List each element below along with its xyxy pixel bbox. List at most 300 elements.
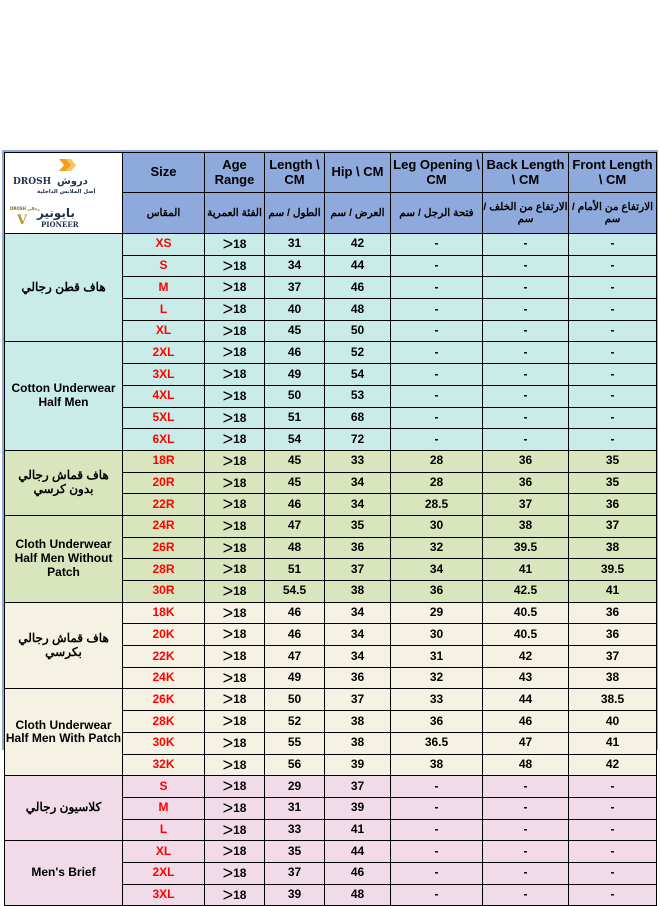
size-cell: 2XL bbox=[123, 862, 205, 884]
hip-cell: 50 bbox=[325, 320, 391, 342]
greater-than-icon: > bbox=[222, 385, 234, 406]
age-cell bbox=[205, 841, 265, 863]
col-header-front-ar: الارتفاع من الأمام / سم bbox=[569, 193, 657, 234]
length-cell: 48 bbox=[265, 537, 325, 559]
hip-cell: 37 bbox=[325, 559, 391, 581]
group-label-english: Men's Brief bbox=[5, 841, 123, 906]
hip-cell: 68 bbox=[325, 407, 391, 429]
pioneer-latin-name: PIONEER bbox=[40, 220, 79, 229]
group-label-arabic: كلاسيون رجالي bbox=[5, 776, 123, 841]
front-length-cell: - bbox=[569, 819, 657, 841]
age-cell bbox=[205, 342, 265, 364]
drosh-latin-name: DROSH bbox=[12, 177, 51, 187]
hip-cell: 39 bbox=[325, 754, 391, 776]
col-header-hip-ar: العرض / سم bbox=[325, 193, 391, 234]
back-length-cell: 42.5 bbox=[483, 581, 569, 603]
back-length-cell: - bbox=[483, 776, 569, 798]
age-value: 18 bbox=[233, 475, 247, 490]
hip-cell: 44 bbox=[325, 255, 391, 277]
back-length-cell: 41 bbox=[483, 559, 569, 581]
age-cell bbox=[205, 537, 265, 559]
hip-cell: 37 bbox=[325, 776, 391, 798]
col-header-back-ar: الارتفاع من الخلف / سم bbox=[483, 193, 569, 234]
front-length-cell: 41 bbox=[569, 732, 657, 754]
greater-than-icon: > bbox=[222, 711, 234, 732]
back-length-cell: 47 bbox=[483, 732, 569, 754]
length-cell: 52 bbox=[265, 711, 325, 733]
greater-than-icon: > bbox=[222, 277, 234, 298]
front-length-cell: - bbox=[569, 407, 657, 429]
front-length-cell: - bbox=[569, 884, 657, 906]
size-cell: 3XL bbox=[123, 364, 205, 386]
age-cell bbox=[205, 862, 265, 884]
size-cell: M bbox=[123, 797, 205, 819]
age-value: 18 bbox=[233, 345, 247, 360]
age-cell bbox=[205, 559, 265, 581]
leg-opening-cell: - bbox=[391, 277, 483, 299]
hip-cell: 42 bbox=[325, 234, 391, 256]
size-cell: S bbox=[123, 776, 205, 798]
length-cell: 29 bbox=[265, 776, 325, 798]
length-cell: 45 bbox=[265, 450, 325, 472]
front-length-cell: - bbox=[569, 776, 657, 798]
front-length-cell: - bbox=[569, 364, 657, 386]
drosh-arabic-name: دروش bbox=[56, 176, 88, 187]
greater-than-icon: > bbox=[222, 841, 234, 862]
age-cell bbox=[205, 689, 265, 711]
front-length-cell: - bbox=[569, 299, 657, 321]
leg-opening-cell: 30 bbox=[391, 515, 483, 537]
table-row bbox=[5, 450, 657, 472]
leg-opening-cell: - bbox=[391, 320, 483, 342]
hip-cell: 35 bbox=[325, 515, 391, 537]
age-value: 18 bbox=[233, 367, 247, 382]
hip-cell: 36 bbox=[325, 667, 391, 689]
size-chart-sheet bbox=[2, 150, 658, 905]
size-cell: 24R bbox=[123, 515, 205, 537]
greater-than-icon: > bbox=[222, 429, 234, 450]
age-value: 18 bbox=[233, 497, 247, 512]
length-cell: 45 bbox=[265, 320, 325, 342]
hip-cell: 48 bbox=[325, 299, 391, 321]
length-cell: 51 bbox=[265, 559, 325, 581]
group-label-arabic: هاف قطن رجالي bbox=[5, 234, 123, 342]
age-cell bbox=[205, 667, 265, 689]
hip-cell: 44 bbox=[325, 841, 391, 863]
leg-opening-cell: 36 bbox=[391, 581, 483, 603]
greater-than-icon: > bbox=[222, 862, 234, 883]
age-cell bbox=[205, 255, 265, 277]
hip-cell: 52 bbox=[325, 342, 391, 364]
greater-than-icon: > bbox=[222, 515, 234, 536]
size-cell: 5XL bbox=[123, 407, 205, 429]
size-cell: 24K bbox=[123, 667, 205, 689]
size-cell: XL bbox=[123, 841, 205, 863]
size-cell: M bbox=[123, 277, 205, 299]
age-cell bbox=[205, 429, 265, 451]
length-cell: 37 bbox=[265, 277, 325, 299]
age-value: 18 bbox=[233, 735, 247, 750]
age-value: 18 bbox=[233, 584, 247, 598]
size-chart-table bbox=[4, 152, 657, 906]
back-length-cell: - bbox=[483, 320, 569, 342]
age-value: 18 bbox=[233, 649, 247, 664]
age-cell bbox=[205, 494, 265, 516]
length-cell: 49 bbox=[265, 364, 325, 386]
greater-than-icon: > bbox=[222, 255, 234, 276]
age-cell bbox=[205, 299, 265, 321]
col-header-leg-ar: فتحة الرجل / سم bbox=[391, 193, 483, 234]
drosh-tagline: أصل الملابس الداخلية bbox=[36, 189, 95, 195]
length-cell: 56 bbox=[265, 754, 325, 776]
hip-cell: 34 bbox=[325, 494, 391, 516]
front-length-cell: 36 bbox=[569, 624, 657, 646]
leg-opening-cell: 33 bbox=[391, 689, 483, 711]
front-length-cell: 38 bbox=[569, 537, 657, 559]
drosh-logo bbox=[13, 159, 96, 195]
greater-than-icon: > bbox=[222, 407, 234, 428]
back-length-cell: 42 bbox=[483, 646, 569, 668]
pioneer-small-text: DROSH رجالي bbox=[9, 206, 40, 211]
age-value: 18 bbox=[233, 280, 247, 295]
length-cell: 33 bbox=[265, 819, 325, 841]
leg-opening-cell: 28.5 bbox=[391, 494, 483, 516]
size-cell: 4XL bbox=[123, 385, 205, 407]
leg-opening-cell: 30 bbox=[391, 624, 483, 646]
back-length-cell: - bbox=[483, 407, 569, 429]
back-length-cell: 36 bbox=[483, 472, 569, 494]
front-length-cell: 37 bbox=[569, 515, 657, 537]
col-header-length: Length \ CM bbox=[265, 153, 325, 193]
greater-than-icon: > bbox=[222, 494, 234, 515]
col-header-front-length: Front Length \ CM bbox=[569, 153, 657, 193]
age-cell bbox=[205, 277, 265, 299]
length-cell: 47 bbox=[265, 646, 325, 668]
length-cell: 40 bbox=[265, 299, 325, 321]
back-length-cell: - bbox=[483, 862, 569, 884]
leg-opening-cell: 36 bbox=[391, 711, 483, 733]
age-value: 18 bbox=[233, 432, 247, 447]
greater-than-icon: > bbox=[222, 754, 234, 775]
hip-cell: 38 bbox=[325, 711, 391, 733]
leg-opening-cell: 28 bbox=[391, 472, 483, 494]
length-cell: 54.5 bbox=[265, 581, 325, 603]
hip-cell: 34 bbox=[325, 602, 391, 624]
age-value: 18 bbox=[233, 388, 247, 403]
front-length-cell: 38.5 bbox=[569, 689, 657, 711]
age-cell bbox=[205, 472, 265, 494]
brand-logos bbox=[7, 154, 121, 232]
greater-than-icon: > bbox=[222, 667, 234, 688]
back-length-cell: - bbox=[483, 299, 569, 321]
length-cell: 46 bbox=[265, 494, 325, 516]
age-value: 18 bbox=[233, 692, 247, 707]
hip-cell: 36 bbox=[325, 537, 391, 559]
age-value: 18 bbox=[233, 757, 247, 772]
greater-than-icon: > bbox=[222, 450, 234, 471]
front-length-cell: - bbox=[569, 862, 657, 884]
greater-than-icon: > bbox=[222, 581, 234, 601]
size-cell: 20K bbox=[123, 624, 205, 646]
age-cell bbox=[205, 515, 265, 537]
back-length-cell: - bbox=[483, 797, 569, 819]
front-length-cell: - bbox=[569, 841, 657, 863]
col-header-hip: Hip \ CM bbox=[325, 153, 391, 193]
front-length-cell: 41 bbox=[569, 581, 657, 603]
age-value: 18 bbox=[233, 237, 247, 251]
front-length-cell: - bbox=[569, 797, 657, 819]
age-value: 18 bbox=[233, 887, 247, 902]
hip-cell: 48 bbox=[325, 884, 391, 906]
hip-cell: 39 bbox=[325, 797, 391, 819]
front-length-cell: 39.5 bbox=[569, 559, 657, 581]
age-value: 18 bbox=[233, 258, 247, 273]
age-cell bbox=[205, 884, 265, 906]
front-length-cell: - bbox=[569, 277, 657, 299]
front-length-cell: 40 bbox=[569, 711, 657, 733]
hip-cell: 38 bbox=[325, 732, 391, 754]
greater-than-icon: > bbox=[222, 602, 234, 623]
age-value: 18 bbox=[233, 779, 247, 794]
greater-than-icon: > bbox=[222, 537, 234, 558]
back-length-cell: 40.5 bbox=[483, 602, 569, 624]
greater-than-icon: > bbox=[222, 819, 234, 840]
leg-opening-cell: - bbox=[391, 234, 483, 256]
length-cell: 45 bbox=[265, 472, 325, 494]
greater-than-icon: > bbox=[222, 646, 234, 667]
leg-opening-cell: - bbox=[391, 819, 483, 841]
col-header-age-range: Age Range bbox=[205, 153, 265, 193]
age-cell bbox=[205, 754, 265, 776]
leg-opening-cell: - bbox=[391, 342, 483, 364]
age-cell bbox=[205, 797, 265, 819]
hip-cell: 72 bbox=[325, 429, 391, 451]
front-length-cell: - bbox=[569, 429, 657, 451]
age-cell bbox=[205, 385, 265, 407]
age-cell bbox=[205, 234, 265, 256]
front-length-cell: 36 bbox=[569, 494, 657, 516]
back-length-cell: 43 bbox=[483, 667, 569, 689]
greater-than-icon: > bbox=[222, 320, 234, 341]
age-cell bbox=[205, 450, 265, 472]
front-length-cell: 35 bbox=[569, 472, 657, 494]
length-cell: 54 bbox=[265, 429, 325, 451]
leg-opening-cell: - bbox=[391, 884, 483, 906]
length-cell: 49 bbox=[265, 667, 325, 689]
back-length-cell: - bbox=[483, 364, 569, 386]
leg-opening-cell: - bbox=[391, 407, 483, 429]
age-value: 18 bbox=[233, 605, 247, 620]
col-header-size: Size bbox=[123, 153, 205, 193]
length-cell: 47 bbox=[265, 515, 325, 537]
length-cell: 46 bbox=[265, 602, 325, 624]
group-label-arabic: هاف قماش رجالي بكرسي bbox=[5, 602, 123, 689]
leg-opening-cell: 31 bbox=[391, 646, 483, 668]
size-cell: 18K bbox=[123, 602, 205, 624]
back-length-cell: 39.5 bbox=[483, 537, 569, 559]
age-value: 18 bbox=[233, 800, 247, 815]
size-cell: 20R bbox=[123, 472, 205, 494]
leg-opening-cell: 34 bbox=[391, 559, 483, 581]
greater-than-icon: > bbox=[222, 299, 234, 320]
age-cell bbox=[205, 602, 265, 624]
back-length-cell: 40.5 bbox=[483, 624, 569, 646]
age-cell bbox=[205, 624, 265, 646]
leg-opening-cell: 36.5 bbox=[391, 732, 483, 754]
greater-than-icon: > bbox=[222, 559, 234, 580]
back-length-cell: 44 bbox=[483, 689, 569, 711]
leg-opening-cell: 38 bbox=[391, 754, 483, 776]
age-cell bbox=[205, 711, 265, 733]
age-value: 18 bbox=[233, 865, 247, 880]
greater-than-icon: > bbox=[222, 624, 234, 645]
col-header-size-ar: المقاس bbox=[123, 193, 205, 234]
greater-than-icon: > bbox=[222, 472, 234, 493]
age-cell bbox=[205, 581, 265, 603]
table-row bbox=[5, 841, 657, 863]
hip-cell: 34 bbox=[325, 646, 391, 668]
back-length-cell: 36 bbox=[483, 450, 569, 472]
group-label-english: Cloth Underwear Half Men With Patch bbox=[5, 689, 123, 776]
age-value: 18 bbox=[233, 562, 247, 577]
age-cell bbox=[205, 732, 265, 754]
age-value: 18 bbox=[233, 518, 247, 533]
front-length-cell: 42 bbox=[569, 754, 657, 776]
size-cell: 26K bbox=[123, 689, 205, 711]
greater-than-icon: > bbox=[222, 732, 234, 753]
col-header-length-ar: الطول / سم bbox=[265, 193, 325, 234]
age-value: 18 bbox=[233, 410, 247, 425]
leg-opening-cell: 28 bbox=[391, 450, 483, 472]
hip-cell: 41 bbox=[325, 819, 391, 841]
greater-than-icon: > bbox=[222, 342, 234, 363]
length-cell: 55 bbox=[265, 732, 325, 754]
age-value: 18 bbox=[233, 627, 247, 642]
size-cell: 18R bbox=[123, 450, 205, 472]
length-cell: 46 bbox=[265, 624, 325, 646]
size-cell: 28R bbox=[123, 559, 205, 581]
length-cell: 51 bbox=[265, 407, 325, 429]
leg-opening-cell: 32 bbox=[391, 667, 483, 689]
back-length-cell: 46 bbox=[483, 711, 569, 733]
age-value: 18 bbox=[233, 670, 247, 685]
size-cell: 30R bbox=[123, 581, 205, 603]
back-length-cell: - bbox=[483, 255, 569, 277]
back-length-cell: - bbox=[483, 234, 569, 256]
back-length-cell: - bbox=[483, 342, 569, 364]
size-cell: L bbox=[123, 819, 205, 841]
leg-opening-cell: - bbox=[391, 255, 483, 277]
age-value: 18 bbox=[233, 453, 247, 468]
size-cell: 28K bbox=[123, 711, 205, 733]
front-length-cell: - bbox=[569, 234, 657, 256]
hip-cell: 53 bbox=[325, 385, 391, 407]
back-length-cell: - bbox=[483, 429, 569, 451]
age-cell bbox=[205, 776, 265, 798]
front-length-cell: 35 bbox=[569, 450, 657, 472]
greater-than-icon: > bbox=[222, 689, 234, 710]
size-cell: 32K bbox=[123, 754, 205, 776]
front-length-cell: - bbox=[569, 255, 657, 277]
size-cell: L bbox=[123, 299, 205, 321]
col-header-age-ar: الفئة العمرية bbox=[205, 193, 265, 234]
logo-cell bbox=[5, 153, 123, 234]
hip-cell: 38 bbox=[325, 581, 391, 603]
greater-than-icon: > bbox=[222, 234, 234, 254]
pioneer-arabic-name: بايونير bbox=[36, 206, 75, 220]
size-cell: XL bbox=[123, 320, 205, 342]
table-row bbox=[5, 515, 657, 537]
leg-opening-cell: - bbox=[391, 385, 483, 407]
size-cell: S bbox=[123, 255, 205, 277]
size-cell: 30K bbox=[123, 732, 205, 754]
age-cell bbox=[205, 646, 265, 668]
size-cell: 2XL bbox=[123, 342, 205, 364]
front-length-cell: 37 bbox=[569, 646, 657, 668]
col-header-back-length: Back Length \ CM bbox=[483, 153, 569, 193]
back-length-cell: - bbox=[483, 819, 569, 841]
back-length-cell: - bbox=[483, 884, 569, 906]
age-value: 18 bbox=[233, 540, 247, 555]
length-cell: 37 bbox=[265, 862, 325, 884]
age-cell bbox=[205, 819, 265, 841]
size-cell: XS bbox=[123, 234, 205, 256]
leg-opening-cell: - bbox=[391, 841, 483, 863]
size-cell: 22K bbox=[123, 646, 205, 668]
leg-opening-cell: 29 bbox=[391, 602, 483, 624]
age-value: 18 bbox=[233, 844, 247, 859]
back-length-cell: - bbox=[483, 841, 569, 863]
age-cell bbox=[205, 364, 265, 386]
age-cell bbox=[205, 320, 265, 342]
back-length-cell: - bbox=[483, 277, 569, 299]
leg-opening-cell: - bbox=[391, 862, 483, 884]
front-length-cell: - bbox=[569, 342, 657, 364]
length-cell: 34 bbox=[265, 255, 325, 277]
col-header-leg-opening: Leg Opening \ CM bbox=[391, 153, 483, 193]
length-cell: 31 bbox=[265, 797, 325, 819]
length-cell: 46 bbox=[265, 342, 325, 364]
greater-than-icon: > bbox=[222, 776, 234, 797]
front-length-cell: 36 bbox=[569, 602, 657, 624]
hip-cell: 46 bbox=[325, 862, 391, 884]
front-length-cell: 38 bbox=[569, 667, 657, 689]
leg-opening-cell: - bbox=[391, 299, 483, 321]
size-cell: 3XL bbox=[123, 884, 205, 906]
greater-than-icon: > bbox=[222, 364, 234, 385]
pioneer-v-mark: V bbox=[16, 213, 27, 228]
size-cell: 22R bbox=[123, 494, 205, 516]
length-cell: 31 bbox=[265, 234, 325, 256]
group-label-arabic: هاف قماش رجالي بدون كرسي bbox=[5, 450, 123, 515]
age-cell bbox=[205, 407, 265, 429]
hip-cell: 34 bbox=[325, 624, 391, 646]
size-cell: 26R bbox=[123, 537, 205, 559]
front-length-cell: - bbox=[569, 385, 657, 407]
group-label-english: Cotton Underwear Half Men bbox=[5, 342, 123, 450]
leg-opening-cell: - bbox=[391, 797, 483, 819]
age-value: 18 bbox=[233, 714, 247, 729]
length-cell: 50 bbox=[265, 689, 325, 711]
leg-opening-cell: - bbox=[391, 429, 483, 451]
back-length-cell: 37 bbox=[483, 494, 569, 516]
age-value: 18 bbox=[233, 323, 247, 338]
length-cell: 35 bbox=[265, 841, 325, 863]
front-length-cell: - bbox=[569, 320, 657, 342]
hip-cell: 54 bbox=[325, 364, 391, 386]
table-row bbox=[5, 689, 657, 711]
hip-cell: 46 bbox=[325, 277, 391, 299]
